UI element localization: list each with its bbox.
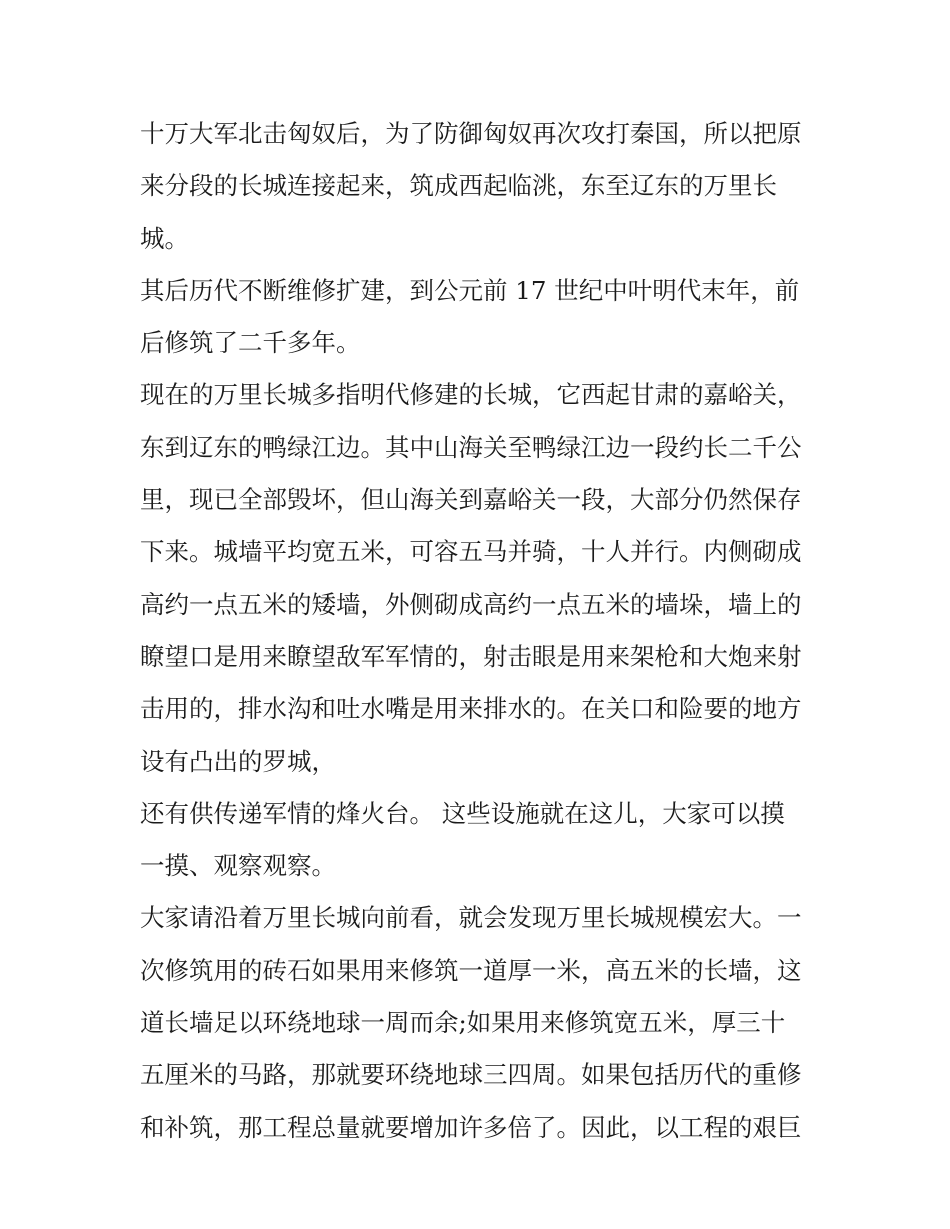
text-line: 里，现已全部毁坏，但山海关到嘉峪关一段，大部分仍然保存 [140, 485, 802, 515]
text-line: 大家请沿着万里长城向前看，就会发现万里长城规模宏大。一 [140, 903, 802, 933]
text-line: 高约一点五米的矮墙，外侧砌成高约一点五米的墙垛，墙上的 [140, 589, 802, 619]
text-line: 次修筑用的砖石如果用来修筑一道厚一米，高五米的长墙，这 [140, 955, 802, 985]
text-line: 五厘米的马路，那就要环绕地球三四周。如果包括历代的重修 [140, 1060, 802, 1090]
text-line: 后修筑了二千多年。 [140, 328, 361, 358]
text-line: 十万大军北击匈奴后，为了防御匈奴再次攻打秦国，所以把原 [140, 119, 802, 148]
text-line: 道长墙足以环绕地球一周而余;如果用来修筑宽五米，厚三十 [140, 1008, 786, 1038]
text-line: 东到辽东的鸭绿江边。其中山海关至鸭绿江边一段约长二千公 [140, 432, 802, 462]
text-line: 其后历代不断维修扩建，到公元前 17 世纪中叶明代末年，前 [140, 275, 800, 305]
text-line: 来分段的长城连接起来，筑成西起临洮，东至辽东的万里长 [140, 171, 777, 201]
text-line: 设有凸出的罗城， [140, 746, 336, 776]
text-line: 和补筑，那工程总量就要增加许多倍了。因此，以工程的艰巨 [140, 1112, 802, 1142]
text-line: 下来。城墙平均宽五米，可容五马并骑，十人并行。内侧砌成 [140, 537, 802, 567]
text-line: 城。 [140, 223, 189, 253]
text-line: 还有供传递军情的烽火台。 这些设施就在这儿，大家可以摸 [140, 798, 785, 828]
text-line: 现在的万里长城多指明代修建的长城，它西起甘肃的嘉峪关， [140, 380, 802, 410]
text-line: 一摸、观察观察。 [140, 851, 336, 881]
text-line: 击用的，排水沟和吐水嘴是用来排水的。在关口和险要的地方 [140, 694, 802, 724]
body-text [140, 108, 816, 1154]
text-line: 瞭望口是用来瞭望敌军军情的，射击眼是用来架枪和大炮来射 [140, 641, 802, 671]
